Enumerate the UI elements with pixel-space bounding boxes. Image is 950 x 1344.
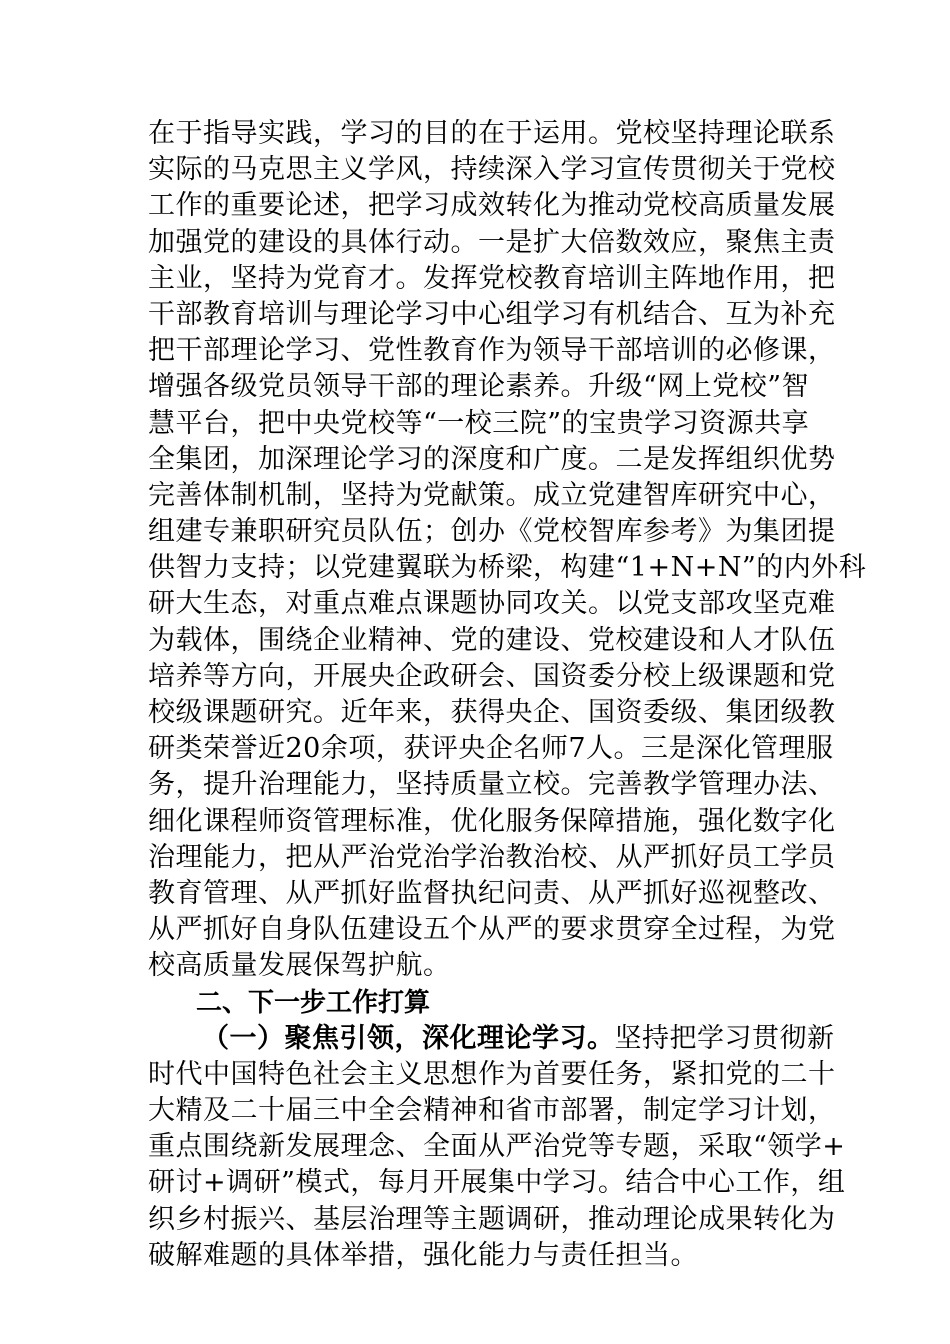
text-line: 完善体制机制，坚持为党献策。成立党建智库研究中心， [148,479,836,511]
text-line: 研大生态，对重点难点课题协同攻关。以党支部攻坚克难 [148,588,836,620]
text-line: 全集团，加深理论学习的深度和广度。二是发挥组织优势 [148,443,836,475]
text-line: 时代中国特色社会主义思想作为首要任务，紧扣党的二十 [148,1058,836,1090]
text-line-first [148,1021,835,1057]
text-line: 重点围绕新发展理念、全面从严治党等专题，采取“领学+ [148,1131,846,1163]
text-line: 干部教育培训与理论学习中心组学习有机结合、互为补充 [148,298,836,330]
section-heading: 二、下一步工作打算 [196,987,431,1018]
text-line: 织乡村振兴、基层治理等主题调研，推动理论成果转化为 [148,1203,836,1235]
text-line: 校高质量发展保驾护航。 [148,950,451,982]
text-line: 工作的重要论述，把学习成效转化为推动党校高质量发展 [148,190,836,222]
text-line: 为载体，围绕企业精神、党的建设、党校建设和人才队伍 [148,624,836,656]
text-line: 把干部理论学习、党性教育作为领导干部培训的必修课， [148,335,836,367]
text-line: 供智力支持；以党建翼联为桥梁，构建“1+N+N”的内外科 [148,552,867,584]
text-line: 加强党的建设的具体行动。一是扩大倍数效应，聚焦主责 [148,226,836,258]
paragraph-2 [148,1021,846,1274]
text-line: 研类荣誉近20余项，获评央企名师7人。三是深化管理服 [148,733,834,765]
text-line: 在于指导实践，学习的目的在于运用。党校坚持理论联系 [148,118,836,149]
text-line: 教育管理、从严抓好监督执纪问责、从严抓好巡视整改、 [148,877,836,909]
paragraph-1 [148,116,867,985]
text-line: 培养等方向，开展央企政研会、国资委分校上级课题和党 [148,660,836,692]
text-line: 治理能力，把从严治党治学治教治校、从严抓好员工学员 [148,841,836,873]
text-line: 校级课题研究。近年来，获得央企、国资委级、集团级教 [148,697,836,728]
text-line: 慧平台，把中央党校等“一校三院”的宝贵学习资源共享 [148,407,810,439]
document-body [148,116,867,1274]
text-line: 主业，坚持为党育才。发挥党校教育培训主阵地作用，把 [148,262,836,294]
text-line: 务，提升治理能力，坚持质量立校。完善教学管理办法、 [148,769,836,801]
text-line: 细化课程师资管理标准，优化服务保障措施，强化数字化 [148,805,836,837]
text-line: 研讨+调研”模式，每月开展集中学习。结合中心工作，组 [148,1167,846,1199]
text-line: 大精及二十届三中全会精神和省市部署，制定学习计划， [148,1095,836,1127]
text-line: 从严抓好自身队伍建设五个从严的要求贯穿全过程，为党 [148,914,836,946]
paragraph-lead-rest: 坚持把学习贯彻新 [614,1022,835,1054]
text-line: 组建专兼职研究员队伍；创办《党校智库参考》为集团提 [148,516,836,548]
text-line: 破解难题的具体举措，强化能力与责任担当。 [148,1239,698,1271]
paragraph-lead: （一）聚焦引领，深化理论学习。 [202,1022,615,1054]
text-line: 增强各级党员领导干部的理论素养。升级“网上党校”智 [148,371,810,403]
text-line: 实际的马克思主义学风，持续深入学习宣传贯彻关于党校 [148,154,836,186]
